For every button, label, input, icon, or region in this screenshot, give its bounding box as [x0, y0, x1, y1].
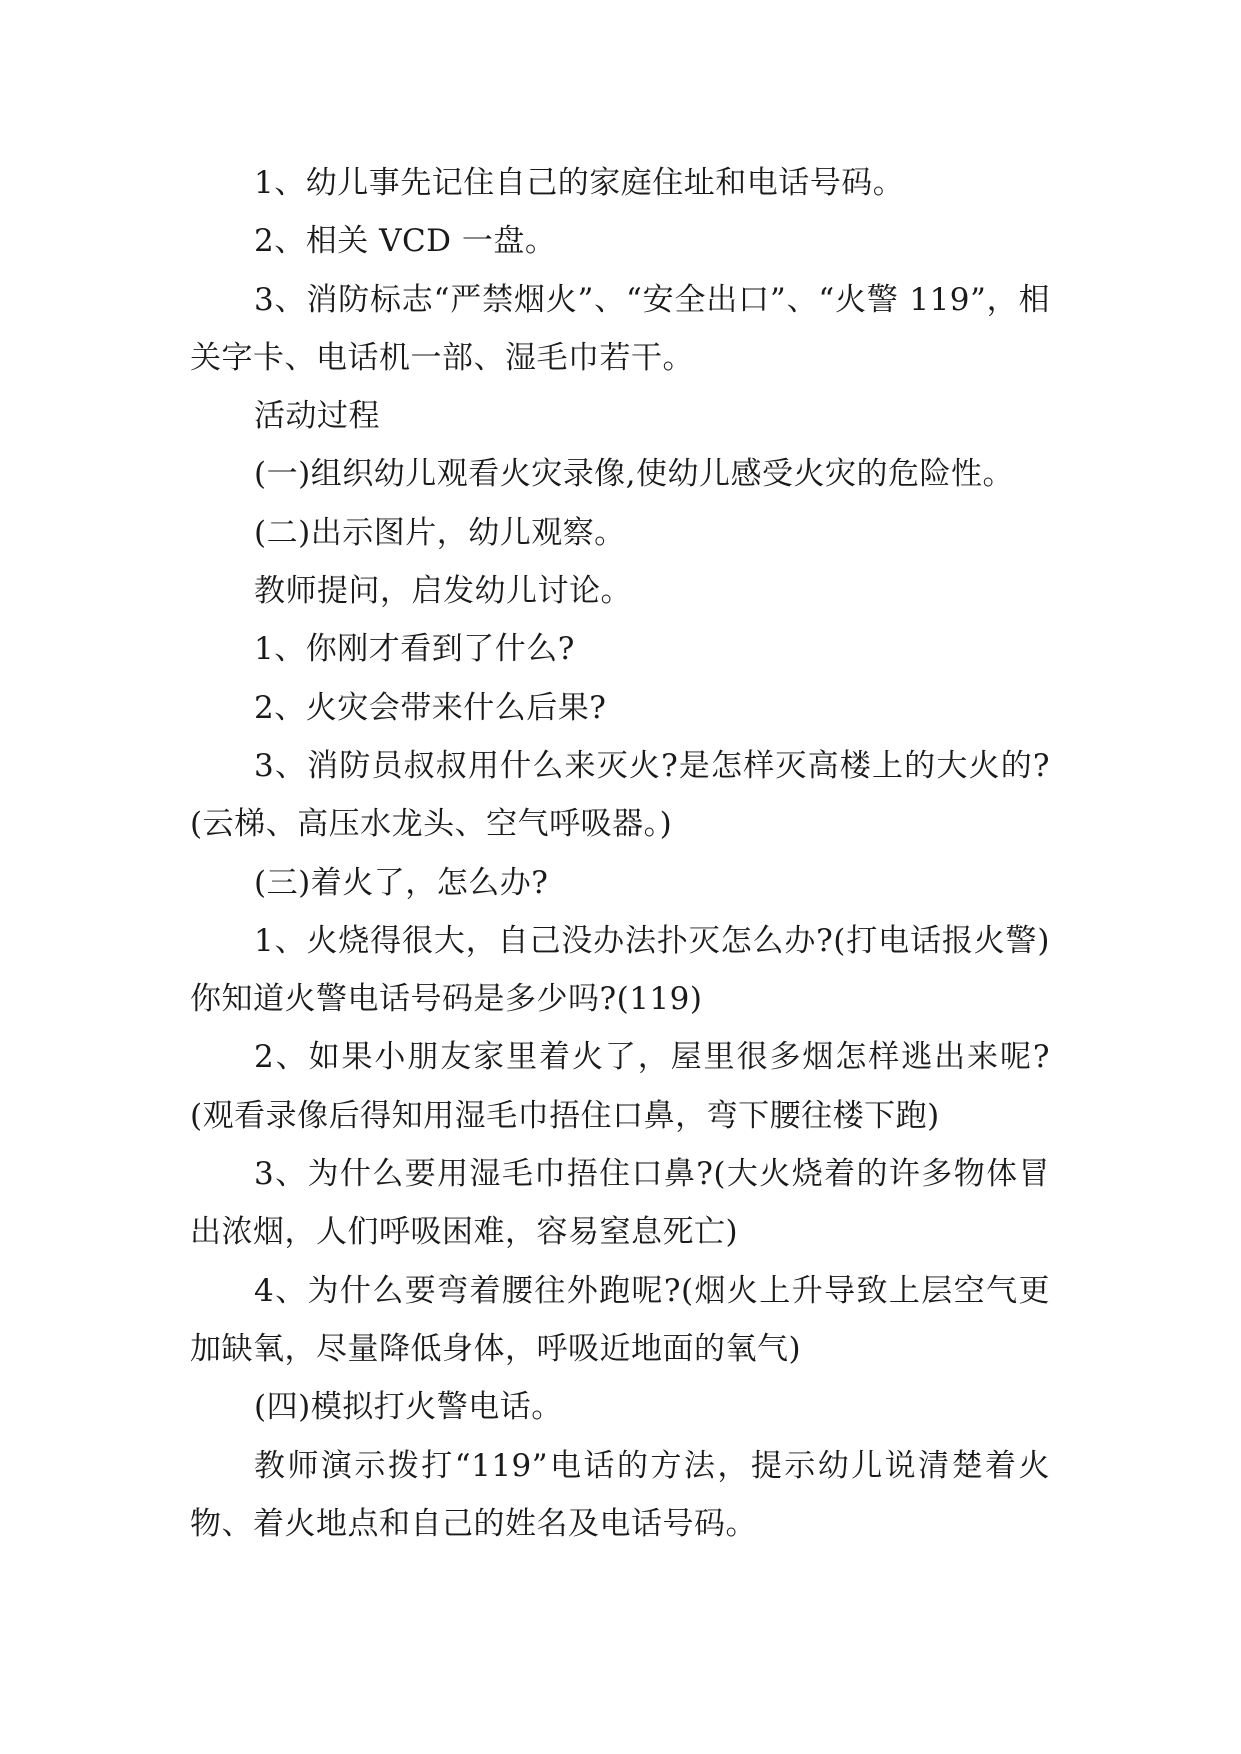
paragraph-question-2: 2、火灾会带来什么后果?: [254, 689, 607, 726]
paragraph-step-4: (四)模拟打火警电话。: [254, 1389, 563, 1426]
paragraph-fire-question-3: 3、为什么要用湿毛巾捂住口鼻?(大火烧着的许多物体冒出浓烟，人们呼吸困难，容易窒息死亡): [190, 1156, 1050, 1251]
paragraph-preparation-1: 1、幼儿事先记住自己的家庭住址和电话号码。: [254, 165, 905, 201]
paragraph-teacher-demo: 教师演示拨打“119”电话的方法，提示幼儿说清楚着火物、着火地点和自己的姓名及电话号码。: [190, 1447, 1050, 1542]
paragraph-teacher-question: 教师提问，启发幼儿讨论。: [254, 573, 632, 610]
paragraph-preparation-2: 2、相关 VCD 一盘。: [254, 223, 557, 260]
paragraph-fire-question-1: 1、火烧得很大，自己没办法扑灭怎么办?(打电话报火警)你知道火警电话号码是多少吗?(119): [190, 922, 1050, 1018]
paragraph-question-1: 1、你刚才看到了什么?: [254, 631, 575, 668]
paragraph-preparation-3: 3、消防标志“严禁烟火”、“安全出口”、“火警 119”，相关字卡、电话机一部、湿毛巾若干。: [190, 281, 1050, 376]
section-heading-activity-process: 活动过程: [254, 398, 380, 435]
paragraph-step-1: (一)组织幼儿观看火灾录像,使幼儿感受火灾的危险性。: [254, 456, 1015, 493]
paragraph-step-2: (二)出示图片，幼儿观察。: [254, 514, 626, 551]
paragraph-fire-question-2: 2、如果小朋友家里着火了，屋里很多烟怎样逃出来呢?(观看录像后得知用湿毛巾捂住口鼻，弯下腰往楼下跑): [190, 1039, 1050, 1134]
paragraph-fire-question-4: 4、为什么要弯着腰往外跑呢?(烟火上升导致上层空气更加缺氧，尽量降低身体，呼吸近地面的氧气): [190, 1272, 1050, 1367]
paragraph-question-3: 3、消防员叔叔用什么来灭火?是怎样灭高楼上的大火的?(云梯、高压水龙头、空气呼吸器。): [190, 747, 1050, 843]
document-body: [190, 154, 1050, 1553]
paragraph-step-3: (三)着火了，怎么办?: [254, 864, 549, 901]
